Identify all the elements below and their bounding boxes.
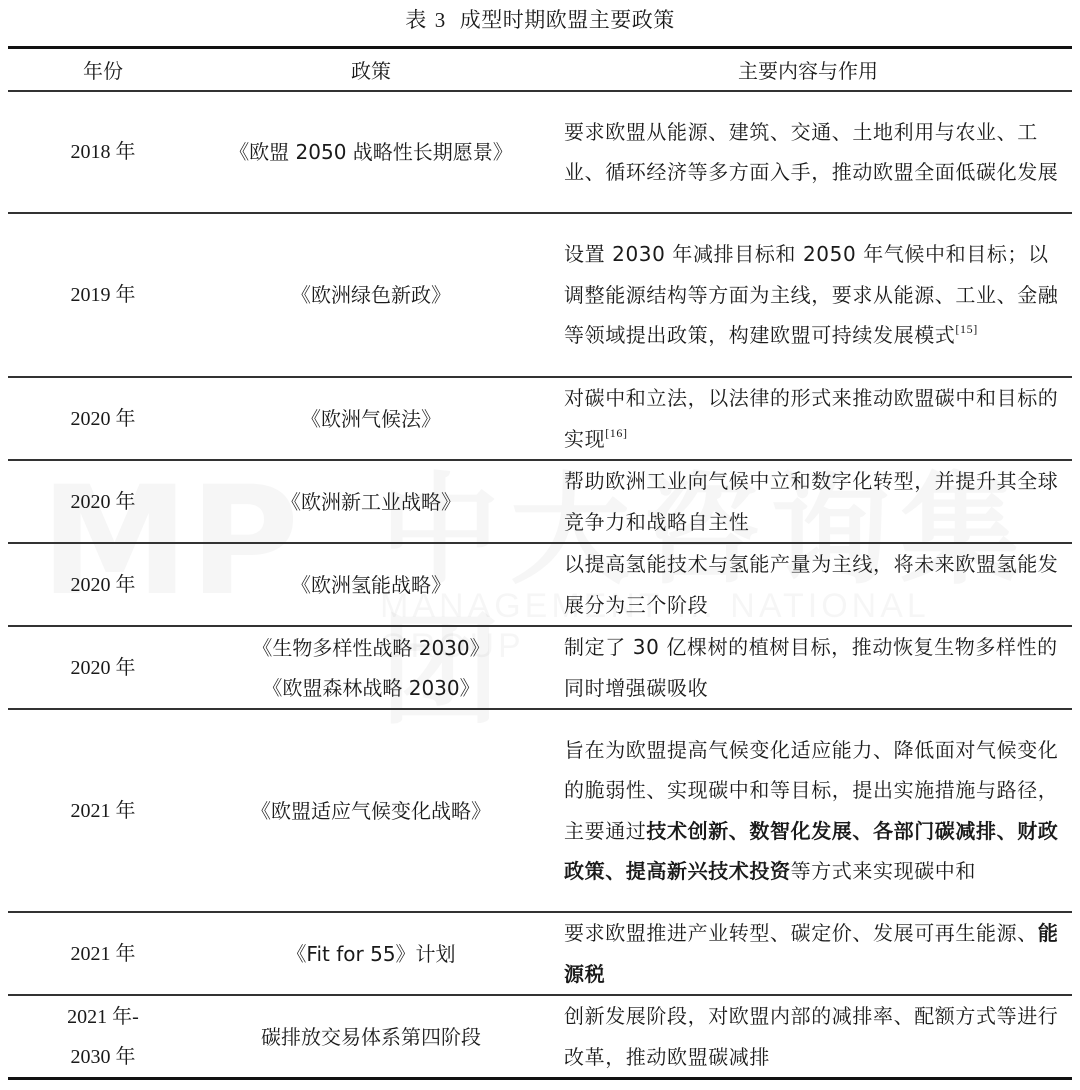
table-row [8, 995, 1072, 1079]
header-policy: 政策 [351, 59, 391, 83]
content-text: 帮助欧洲工业向气候中立和数字化转型，并提升其全球竞争力和战略自主性 [564, 469, 1059, 534]
year-cell: 2020 年 [70, 490, 136, 513]
policy-cell [198, 912, 544, 995]
year-cell: 2020 年 [70, 573, 136, 596]
table-header-row [8, 48, 1072, 92]
caption-number: 3 [434, 8, 446, 32]
policy-cell [198, 377, 544, 460]
table-row [8, 460, 1072, 543]
policy-cell [198, 460, 544, 543]
table-row [8, 709, 1072, 912]
policy-cell [198, 626, 544, 709]
content-text: 要求欧盟从能源、建筑、交通、土地利用与农业、工业、循环经济等多方面入手，推动欧盟全面低碳化发展 [564, 119, 1059, 184]
year-cell: 2020 年 [70, 656, 136, 679]
policy-name: 《欧盟适应气候变化战略》 [251, 798, 491, 823]
policy-name: 《欧盟森林战略 2030》 [262, 675, 480, 700]
content-cell [544, 912, 1072, 995]
policy-name: 《欧洲新工业战略》 [281, 489, 461, 514]
content-text: 以提高氢能技术与氢能产量为主线，将未来欧盟氢能发展分为三个阶段 [564, 552, 1059, 617]
header-year: 年份 [83, 59, 123, 83]
policy-name: 《欧洲绿色新政》 [291, 283, 451, 307]
content-text-bold: 能源税 [564, 921, 1059, 986]
table-row [8, 626, 1072, 709]
content-text: 创新发展阶段，对欧盟内部的减排率、配额方式等进行改革，推动欧盟碳减排 [564, 1004, 1059, 1069]
content-text: 等方式来实现碳中和 [790, 859, 977, 883]
policy-cell [198, 91, 544, 213]
year-end: 2030 年 [70, 1045, 136, 1068]
content-cell [544, 377, 1072, 460]
year-cell: 2021 年 [70, 942, 136, 965]
policy-name: 《欧洲氢能战略》 [291, 572, 451, 597]
policy-cell [198, 543, 544, 626]
content-cell [544, 626, 1072, 709]
policy-name: 《Fit for 55》计划 [286, 941, 456, 966]
policy-cell [198, 213, 544, 377]
header-content: 主要内容与作用 [738, 59, 878, 83]
content-cell [544, 460, 1072, 543]
policy-name: 《欧盟 2050 战略性长期愿景》 [229, 140, 513, 164]
year-cell: 2021 年 [70, 799, 136, 822]
content-text: 设置 2030 年减排目标和 2050 年气候中和目标；以调整能源结构等方面为主线，要求从能源、工业、金融等领域提出政策，构建欧盟可持续发展模式 [564, 242, 1059, 348]
table-row [8, 91, 1072, 213]
year-cell: 2020 年 [70, 407, 136, 430]
content-cell [544, 213, 1072, 377]
table-row [8, 543, 1072, 626]
content-text: 对碳中和立法，以法律的形式来推动欧盟碳中和目标的实现 [564, 386, 1059, 451]
policy-cell [198, 709, 544, 912]
year-cell: 2019 年 [70, 284, 136, 306]
year-cell: 2018 年 [70, 141, 136, 163]
content-text: 要求欧盟推进产业转型、碳定价、发展可再生能源、 [564, 921, 1038, 945]
content-cell [544, 995, 1072, 1079]
policy-name: 《欧洲气候法》 [301, 406, 441, 431]
policy-name: 《生物多样性战略 2030》 [252, 635, 490, 660]
table-row [8, 377, 1072, 460]
policy-name: 碳排放交易体系第四阶段 [261, 1024, 481, 1049]
citation-ref: [16] [605, 425, 628, 440]
content-cell [544, 543, 1072, 626]
table-row [8, 912, 1072, 995]
eu-policy-table [8, 46, 1072, 1080]
caption-prefix: 表 [405, 8, 427, 32]
table-caption [0, 4, 1080, 36]
citation-ref: [15] [955, 322, 978, 337]
content-cell [544, 709, 1072, 912]
caption-title: 成型时期欧盟主要政策 [459, 8, 675, 32]
content-cell [544, 91, 1072, 213]
content-text: 旨在为欧盟提高气候变化适应能力、降低面对气候变化的脆弱性、实现碳中和等目标，提出实施措施与路径，主要通过 [564, 737, 1059, 843]
policy-cell [198, 995, 544, 1079]
year-cell [8, 995, 198, 1079]
content-text-bold: 技术创新、数智化发展、各部门碳减排、财政政策、提高新兴技术投资 [564, 818, 1059, 883]
year-start: 2021 年- [67, 1005, 139, 1028]
content-text: 制定了 30 亿棵树的植树目标，推动恢复生物多样性的同时增强碳吸收 [564, 635, 1058, 700]
table-row [8, 213, 1072, 377]
